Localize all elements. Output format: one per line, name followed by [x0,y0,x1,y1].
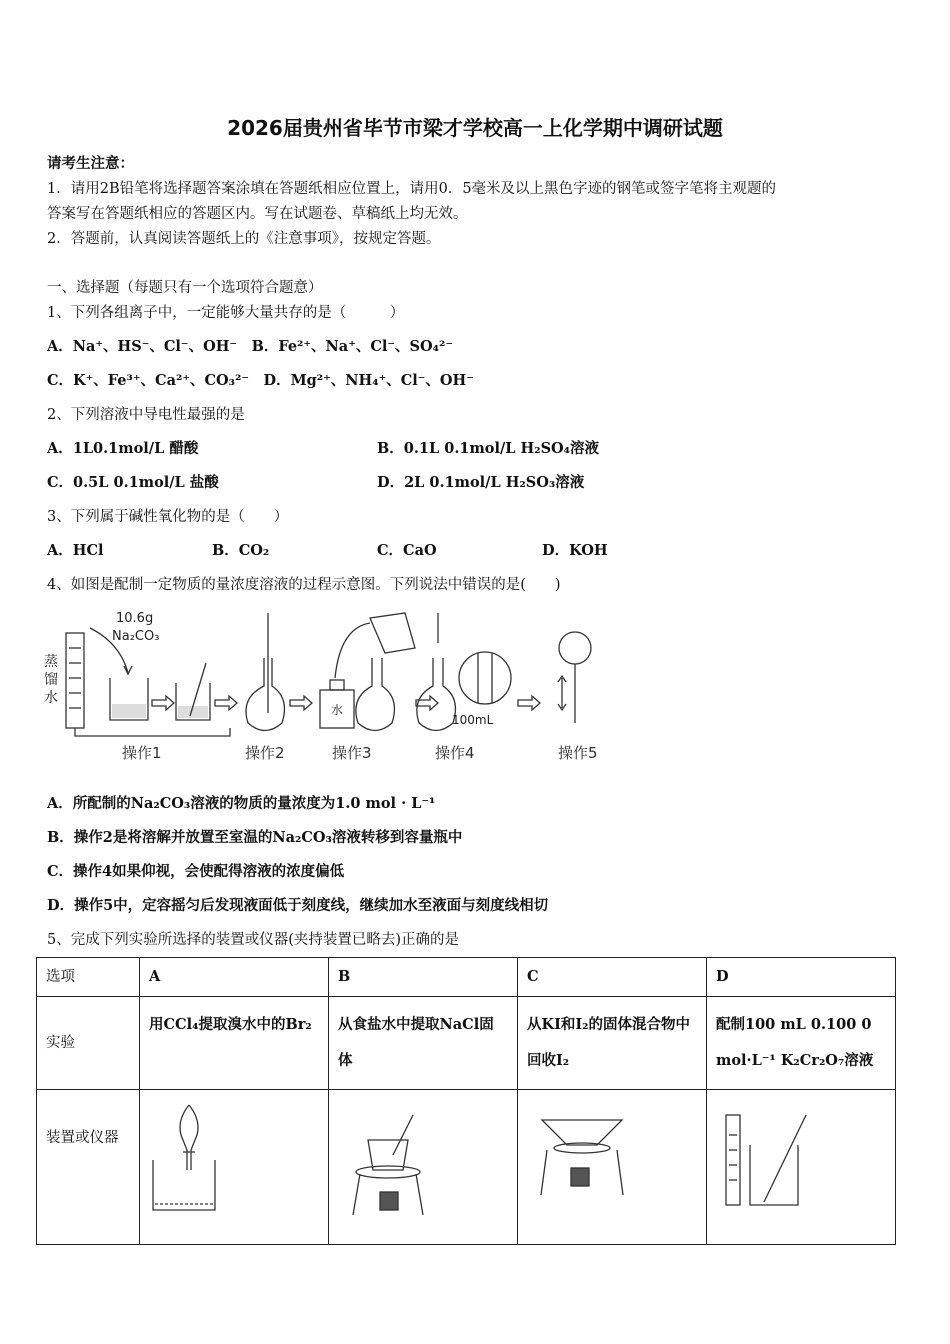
table-row [37,958,896,997]
apparatus-a [140,1090,329,1245]
mass-label: 10.6g [116,611,154,626]
solution-preparation-figure [40,608,620,773]
op4-label: 操作4 [435,744,475,762]
graduated-cylinder-icon [66,633,84,728]
table-header-option: 选项 [37,958,140,997]
q2-stem: 2、下列溶液中导电性最强的是 [47,407,245,423]
op2-label: 操作2 [245,744,285,762]
row-label-apparatus: 装置或仪器 [37,1090,140,1245]
apparatus-d [707,1090,896,1245]
cylinder-beaker-icon [716,1100,826,1220]
shake-flask-icon [559,632,591,664]
q3-option-c: C．CaO [377,542,437,559]
q4-option-a: A．所配制的Na₂CO₃溶液的物质的量浓度为1.0 mol · L⁻¹ [47,795,436,812]
table-header-b: B [329,958,518,997]
q1-options-cd: C．K⁺、Fe³⁺、Ca²⁺、CO₃²⁻ D．Mg²⁺、NH₄⁺、Cl⁻、OH⁻ [47,372,474,389]
volumetric-flask-icon [246,658,284,731]
op1-label: 操作1 [122,744,162,762]
sublimation-setup-icon [527,1100,637,1220]
table-row [37,1090,896,1245]
table-row [37,997,896,1090]
bottle-water-label: 水 [331,703,344,717]
table-header-a: A [140,958,329,997]
meniscus-zoom-icon [459,652,511,704]
apparatus-c [518,1090,707,1245]
q3-option-d: D．KOH [542,542,608,559]
q1-stem: 1、下列各组离子中，一定能够大量共存的是（ ） [47,305,405,321]
experiment-b: 从食盐水中提取NaCl固体 [329,997,518,1090]
experiment-d: 配制100 mL 0.100 0 mol·L⁻¹ K₂Cr₂O₇溶液 [707,997,896,1090]
q2-option-b: B．0.1L 0.1mol/L H₂SO₄溶液 [377,440,600,457]
op3-label: 操作3 [332,744,372,762]
salt-label: Na₂CO₃ [112,629,160,644]
water-label-1: 蒸 [44,654,58,670]
section-heading: 一、选择题（每题只有一个选项符合题意） [47,280,323,296]
q4-option-d: D．操作5中，定容摇匀后发现液面低于刻度线，继续加水至液面与刻度线相切 [47,897,549,914]
row-label-experiment: 实验 [37,997,140,1090]
water-label-2: 馏 [44,672,58,688]
notice-item-1a: 1．请用2B铅笔将选择题答案涂填在答题纸相应位置上，请用0．5毫米及以上黑色字迹的钢笔或签字笔将主观题的 [47,181,777,197]
table-header-c: C [518,958,707,997]
op5-label: 操作5 [558,744,598,762]
apparatus-b [329,1090,518,1245]
q5-stem: 5、完成下列实验所选择的装置或仪器(夹持装置已略去)正确的是 [47,932,460,948]
q1-options-ab: A．Na⁺、HS⁻、Cl⁻、OH⁻ B．Fe²⁺、Na⁺、Cl⁻、SO₄²⁻ [47,338,454,355]
notice-head: 请考生注意： [47,155,134,172]
q2-option-a: A．1L0.1mol/L 醋酸 [47,440,199,457]
q2-option-d: D．2L 0.1mol/L H₂SO₃溶液 [377,474,585,491]
evaporation-setup-icon [338,1100,448,1220]
notice-item-2: 2．答题前，认真阅读答题纸上的《注意事项》，按规定答题。 [47,231,441,247]
q5-table [36,957,896,1245]
volume-label: 100mL [452,713,494,727]
experiment-c: 从KI和I₂的固体混合物中回收I₂ [518,997,707,1090]
q3-option-a: A．HCl [47,542,104,559]
water-label-3: 水 [44,690,58,706]
experiment-a: 用CCl₄提取溴水中的Br₂ [140,997,329,1090]
q4-stem: 4、如图是配制一定物质的量浓度溶液的过程示意图。下列说法中错误的是( ) [47,577,561,593]
table-header-d: D [707,958,896,997]
notice-item-1b: 答案写在答题纸相应的答题区内。写在试题卷、草稿纸上均无效。 [47,206,468,222]
q3-stem: 3、下列属于碱性氧化物的是（ ） [47,509,289,525]
step-arrow-icon [152,696,174,710]
q4-option-b: B．操作2是将溶解并放置至室温的Na₂CO₃溶液转移到容量瓶中 [47,829,463,846]
q2-option-c: C．0.5L 0.1mol/L 盐酸 [47,474,219,491]
page-title: 2026届贵州省毕节市梁才学校高一上化学期中调研试题 [227,116,723,140]
q3-option-b: B．CO₂ [212,542,270,559]
q4-option-c: C．操作4如果仰视，会使配得溶液的浓度偏低 [47,863,345,880]
separatory-funnel-icon [149,1100,229,1220]
